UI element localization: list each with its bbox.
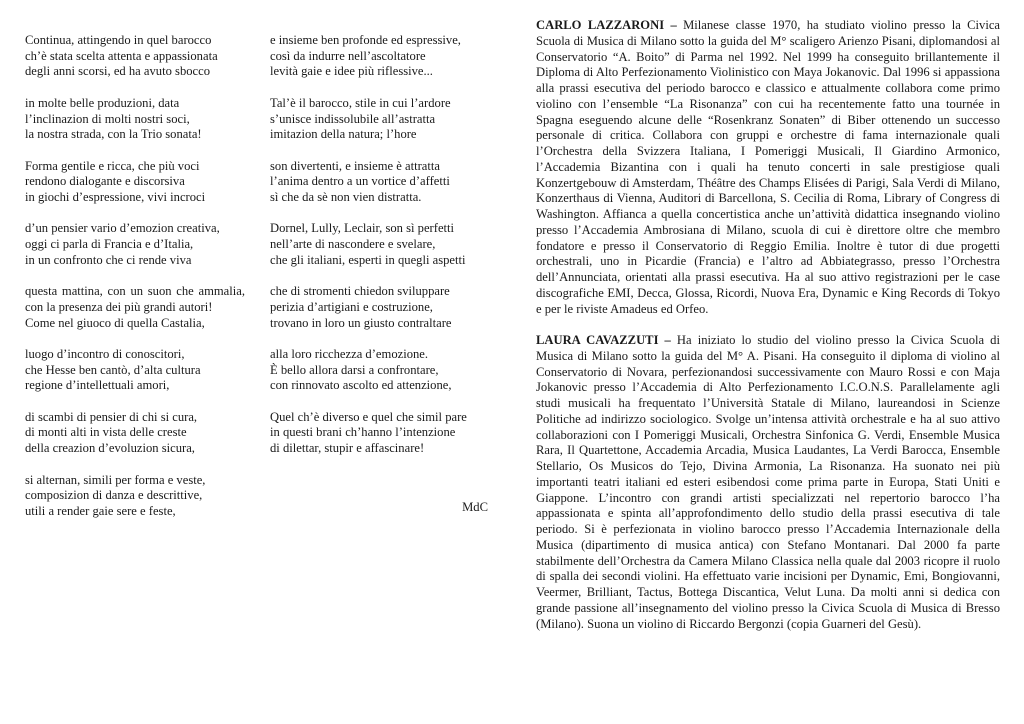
poem-stanza	[270, 221, 490, 268]
poem-line: alla loro ricchezza d’emozione.	[270, 346, 429, 361]
poem-line: Forma gentile e ricca, che più voci	[25, 158, 200, 173]
poem-line: che di stromenti chiedon sviluppare	[270, 284, 450, 299]
poem-stanza	[270, 159, 490, 206]
poem-line: nell’arte di nascondere e svelare,	[270, 237, 436, 252]
poem-stanza	[270, 284, 490, 331]
bio-text: Milanese classe 1970, ha studiato violino presso la Civica Scuola di Musica di Milano sotto la guida del M° scaligero Arienzo Pisani, diplomandosi al Conservatorio “A. Boito” di Parma nel 1992. Nel 1999 ha conseguito brillantemente il Diploma di Alto Perfezionamento Violinistico con Maya Jokanovic. Dal 1996 si appassiona alla prassi esecutiva del periodo barocco e classico e attualmente collabora come primo violino con l’ensemble “La Risonanza” con cui ha recentemente fatto una tournée in Spagna eseguendo alcune delle “Rosenkranz Sonaten” di Biber ottenendo un successo personale di critica. Collabora con gruppi e orchestre di fama internazionale quali l’Orchestra della Svizzera Italiana, I Pomeriggi Musicali, Il Giardino Armonico, l’Accademia Bizantina con i quali ha tenuto concerti in sale prestigiose quali Konzertgebouw di Amsterdam, Théâtre des Champs Elisées di Parigi, Sala Verdi di Milano, Konzerthaus di Vienna, Auditori di Barcellona, S. Cecilia di Roma, Library of Congress di Washington. Affianca a quella concertistica anche un’attività didattica insegnando violino presso l’Accademia Ambrosiana di Milano, scuola di cui è direttore oltre che membro fondatore e presso il Conservatorio di Reggio Emilia. Inoltre è tutor di due progetti orchestrali, uno in Picardie (Francia) e l’altro ad Abbiategrasso, presso l’Orchestra dell’Annunciata, orientati alla prassi esecutiva. Ha al suo attivo registrazioni per le case discografiche EMI, Decca, Glossa, Ricordi, Nuova Era, Dynamic e King Records di Tokyo e per le riviste Amadeus ed Orfeo.	[536, 18, 1000, 316]
poem-line: in un confronto che ci rende viva	[25, 252, 192, 267]
poem-line: con la presenza dei più grandi autori!	[25, 299, 213, 314]
poem-line: trovano in loro un giusto contraltare	[270, 315, 452, 330]
poem-stanza	[270, 33, 490, 80]
poem-stanza	[25, 96, 245, 143]
poem-line: luogo d’incontro di conoscitori,	[25, 346, 185, 361]
poem-line: degli anni scorsi, ed ha avuto sbocco	[25, 64, 211, 79]
bio-text: Ha iniziato lo studio del violino presso la Civica Scuola di Musica di Milano sotto la guida del M° A. Pisani. Ha conseguito il diploma di violino al Conservatorio di Novara, perfezionandosi successivamente con Mauro Rossi e con Maja Jokanovic presso l’Accademia di Alto Perfezionamento I.C.O.N.S. Parallelamente agli studi musicali ha frequentato l’Università Statale di Milano, laureandosi in Scienze Politiche ad indirizzo sociologico. Svolge un’intensa attività orchestrale e ha al suo attivo collaborazioni con I Pomeriggi Musicali, Orchestra Sinfonica G. Verdi, Ensemble Musica Rara, Il Quartettone, Accademia Arcadia, Musica Laudantes, La Verdi Barocca, Ensemble Stellario, Os Musicos do Tejo, Divina Armonia, La Risonanza. Ha suonato nei più importanti teatri italiani ed esteri esibendosi come prima parte in Europa, Stati Uniti e Giappone. L’incontro con grandi artisti specializzati nel repertorio barocco l’ha appassionata e spinta all’approfondimento dello studio della prassi esecutiva di tale periodo. Si è perfezionata in violino barocco presso l’Accademia Internazionale della Musica (dipartimento di musica antica) con Stefano Montanari. Dal 2000 fa parte stabilmente dell’Orchestra da Camera Milano Classica nella quale dal 2003 ricopre il ruolo di spalla dei secondi violini. Ha effettuato varie incisioni per Dynamic, Emi, Bongiovanni, Veermer, Brilliant, Tactus, Bottega Discantica, Velut Luna. Da molti anni si dedica con grande passione all’insegnamento del violino presso la Civica Scuola di Musica di Bresso (Milano). Suona un violino di Riccardo Bergonzi (copia Guarneri del Gesù).	[536, 333, 1000, 631]
poem-line: che Hesse ben cantò, d’alta cultura	[25, 362, 201, 377]
poem-line: oggi ci parla di Francia e d’Italia,	[25, 237, 194, 252]
poem-line: È bello allora darsi a confrontare,	[270, 362, 439, 377]
poem-line: Dornel, Lully, Leclair, son sì perfetti	[270, 221, 455, 236]
poem-line: la nostra strada, con la Trio sonata!	[25, 127, 202, 142]
bio-name: LAURA CAVAZZUTI –	[536, 333, 671, 347]
poem-stanza	[270, 347, 490, 394]
poem-line: son divertenti, e insieme è attratta	[270, 158, 440, 173]
poem-line: così da indurre nell’ascoltatore	[270, 48, 426, 63]
poem-line: in questi brani ch’hanno l’intenzione	[270, 425, 456, 440]
poem-line: d’un pensier vario d’emozion creativa,	[25, 221, 220, 236]
poem-stanza	[25, 159, 245, 206]
poem-line: di scambi di pensier di chi si cura,	[25, 409, 198, 424]
poem-line: in giochi d’espressione, vivi incroci	[25, 190, 206, 204]
poem-line: composizion di danza e descrittive,	[25, 488, 203, 503]
poem-line: imitazion della natura; l’hore	[270, 127, 417, 142]
poem-line: l’anima dentro a un vortice d’affetti	[270, 174, 450, 189]
poem-line: ch’è stata scelta attenta e appassionata	[25, 48, 218, 63]
poem-stanza	[270, 96, 490, 143]
poem-line: Quel ch’è diverso e quel che simil pare	[270, 409, 467, 424]
poem-line: utili a render gaie sere e feste,	[25, 503, 176, 518]
poem-stanza	[25, 347, 245, 394]
poem-line: in molte belle produzioni, data	[25, 95, 180, 110]
poem-stanza	[25, 284, 245, 331]
biographies-column	[536, 18, 1000, 648]
poem-line: di monti alti in vista delle creste	[25, 425, 187, 440]
poem-line: sì che da sè non vien distratta.	[270, 190, 422, 204]
poem-line: l’inclinazion di molti nostri soci,	[25, 111, 190, 126]
poem-line: si alternan, simili per forma e veste,	[25, 472, 206, 487]
poem-line: questa mattina, con un suon che ammalia,	[25, 284, 245, 299]
poem-stanza	[270, 410, 490, 457]
poem-column-left	[25, 33, 245, 535]
poem-stanza	[25, 221, 245, 268]
poem-line: con rinnovato ascolto ed attenzione,	[270, 378, 452, 393]
poem-column-right	[270, 33, 490, 473]
poem-stanza	[25, 410, 245, 457]
poem-line: della creazion d’evoluzion sicura,	[25, 441, 195, 456]
bio-name: CARLO LAZZARONI –	[536, 18, 677, 32]
poem-signature: MdC	[462, 500, 488, 514]
poem-line: rendono dialogante e discorsiva	[25, 174, 185, 189]
poem-line: Tal’è il barocco, stile in cui l’ardore	[270, 95, 451, 110]
poem-line: levità gaie e idee più riflessive...	[270, 64, 433, 79]
poem-line: e insieme ben profonde ed espressive,	[270, 33, 461, 47]
bio-laura-cavazzuti	[536, 333, 1000, 632]
bio-carlo-lazzaroni	[536, 18, 1000, 317]
poem-line: di dilettar, stupir e affascinare!	[270, 441, 425, 456]
poem-line: Continua, attingendo in quel barocco	[25, 33, 212, 47]
poem-line: perizia d’artigiani e costruzione,	[270, 299, 433, 314]
poem-line: s’unisce indissolubile all’astratta	[270, 111, 436, 126]
poem-line: che gli italiani, esperti in quegli aspetti	[270, 252, 466, 267]
poem-stanza	[25, 473, 245, 520]
poem-line: regione d’intellettuali amori,	[25, 378, 170, 393]
poem-line: Come nel giuoco di quella Castalia,	[25, 315, 205, 330]
poem-stanza	[25, 33, 245, 80]
